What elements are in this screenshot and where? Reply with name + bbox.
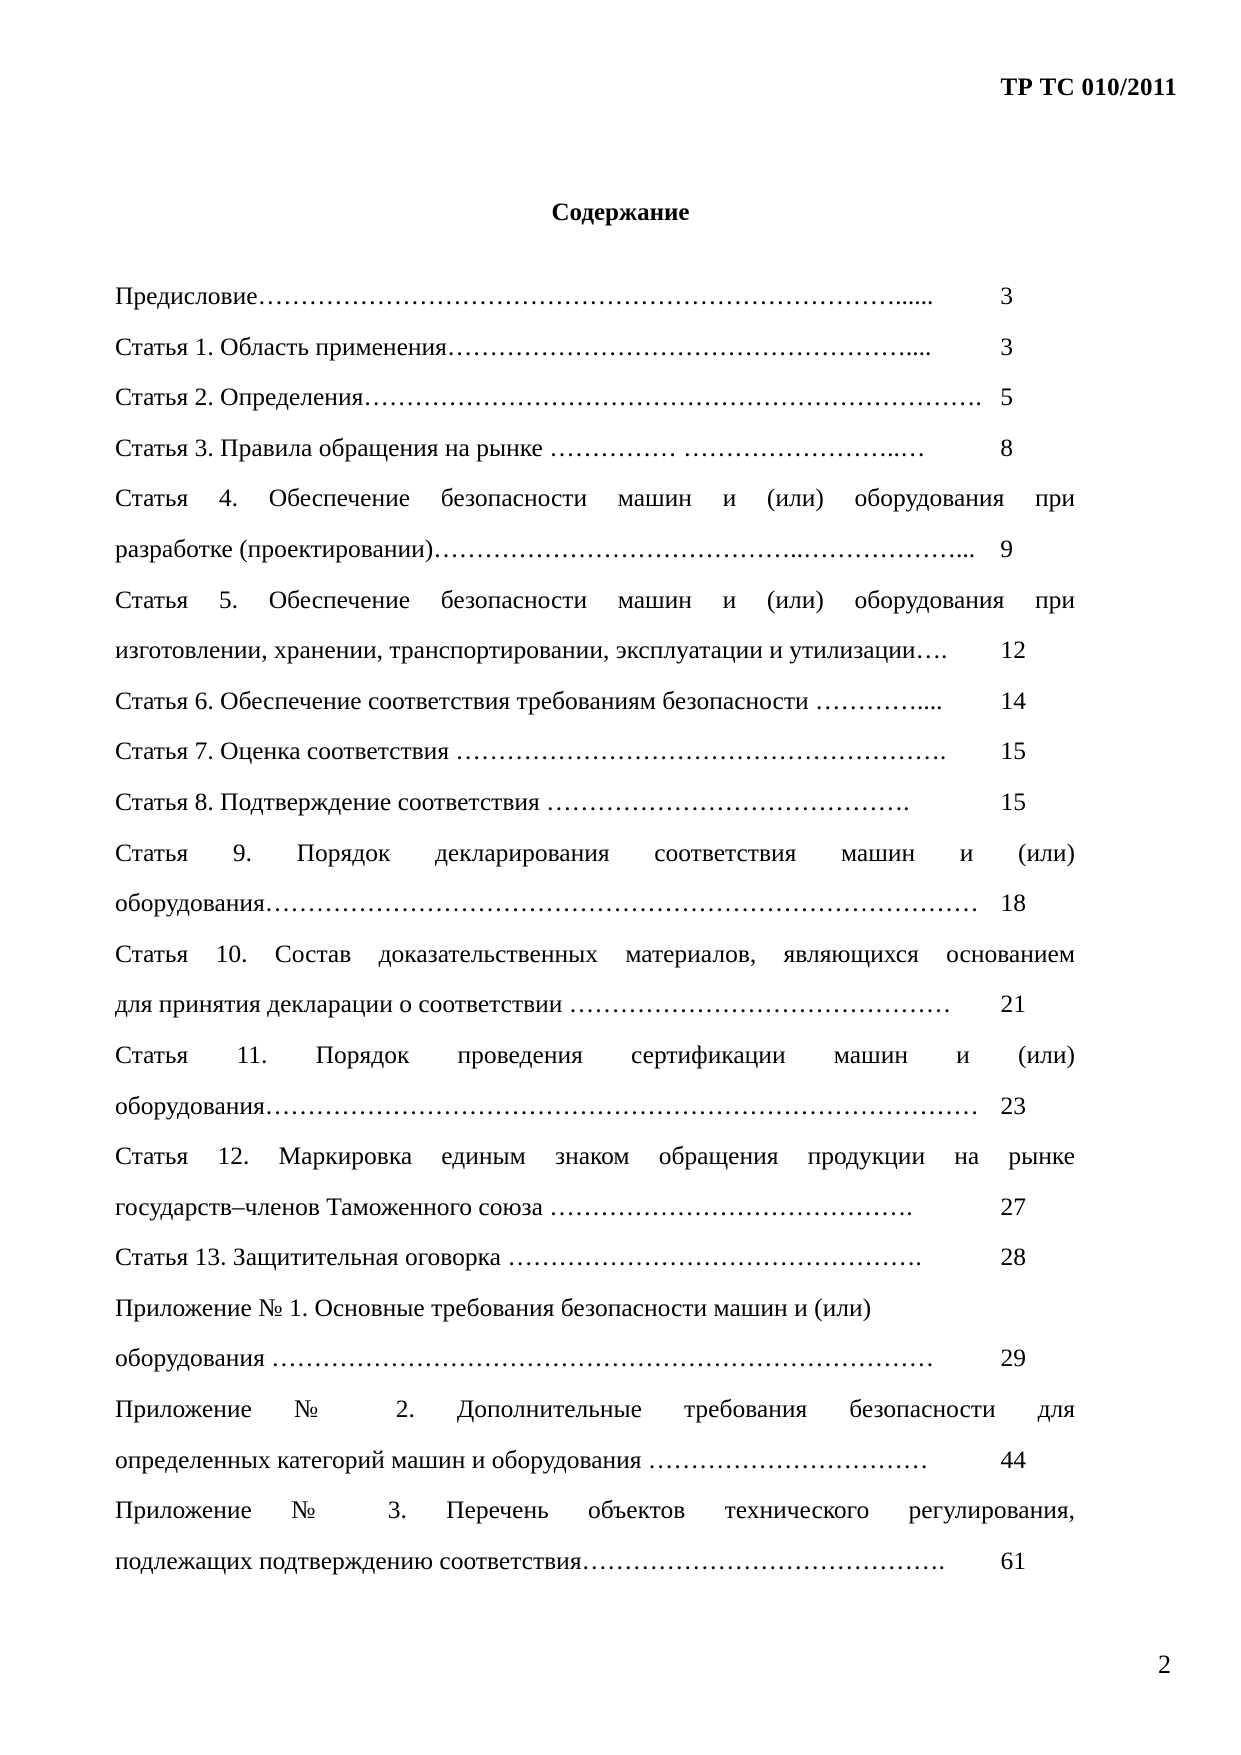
toc-entry-text: Статья 12. Маркировка единым знаком обращения продукции на рынке bbox=[115, 1142, 1075, 1171]
toc-line[interactable] bbox=[115, 1142, 1125, 1193]
toc-line[interactable] bbox=[115, 1294, 1125, 1345]
toc-line[interactable] bbox=[115, 383, 1125, 434]
toc-entry-text: изготовлении, хранении, транспортировании, эксплуатации и утилизации…. bbox=[115, 636, 948, 665]
toc-line[interactable] bbox=[115, 1547, 1125, 1598]
toc-line[interactable] bbox=[115, 636, 1125, 687]
toc-line[interactable] bbox=[115, 484, 1125, 535]
toc-entry-page: 21 bbox=[1000, 989, 1026, 1019]
table-of-contents bbox=[115, 282, 1125, 1597]
toc-entry-text: Статья 7. Оценка соответствия …………………………………………………. bbox=[115, 737, 947, 766]
toc-line[interactable] bbox=[115, 1193, 1125, 1244]
toc-entry-text: оборудования………………………………………………………………………… bbox=[115, 889, 979, 918]
toc-entry-text: Статья 4. Обеспечение безопасности машин и (или) оборудования при bbox=[115, 484, 1075, 513]
toc-entry-text: Статья 6. Обеспечение соответствия требованиям безопасности ………….... bbox=[115, 686, 943, 715]
toc-entry-text: Статья 9. Порядок декларирования соответствия машин и (или) bbox=[115, 838, 1075, 867]
toc-entry-page: 18 bbox=[1000, 888, 1026, 918]
toc-entry-page: 27 bbox=[1000, 1191, 1026, 1221]
toc-line[interactable] bbox=[115, 1395, 1125, 1446]
toc-line[interactable] bbox=[115, 282, 1125, 333]
toc-line[interactable] bbox=[115, 434, 1125, 485]
toc-entry-page: 29 bbox=[1000, 1343, 1026, 1373]
toc-line[interactable] bbox=[115, 737, 1125, 788]
toc-entry-page: 12 bbox=[1000, 635, 1026, 665]
toc-title: Содержание bbox=[551, 199, 690, 226]
toc-entry-text: Статья 3. Правила обращения на рынке …………… ……………………..… bbox=[115, 433, 926, 462]
toc-entry-page: 15 bbox=[1000, 736, 1026, 766]
toc-entry-page: 9 bbox=[1000, 533, 1013, 563]
toc-entry-page: 3 bbox=[1000, 331, 1013, 361]
toc-line[interactable] bbox=[115, 333, 1125, 384]
toc-entry-text: Приложение № 2. Дополнительные требования безопасности для bbox=[115, 1395, 1075, 1424]
toc-entry-text: определенных категорий машин и оборудования …………………………… bbox=[115, 1445, 929, 1474]
toc-line[interactable] bbox=[115, 1344, 1125, 1395]
toc-entry-page: 14 bbox=[1000, 685, 1026, 715]
toc-entry-text: Приложение № 3. Перечень объектов технического регулирования, bbox=[115, 1496, 1075, 1525]
toc-entry-text: подлежащих подтверждению соответствия……………………………………. bbox=[115, 1546, 945, 1575]
toc-entry-page: 28 bbox=[1000, 1242, 1026, 1272]
toc-line[interactable] bbox=[115, 788, 1125, 839]
toc-line[interactable] bbox=[115, 687, 1125, 738]
toc-entry-text: Статья 2. Определения………………………………………………………………. bbox=[115, 383, 982, 412]
toc-entry-text: Приложение № 1. Основные требования безопасности машин и (или) bbox=[115, 1293, 872, 1322]
toc-entry-page: 15 bbox=[1000, 786, 1026, 816]
toc-entry-page: 23 bbox=[1000, 1090, 1026, 1120]
toc-entry-text: Предисловие…………………………………………………………………...... bbox=[115, 282, 934, 310]
toc-entry-text: оборудования………………………………………………………………………… bbox=[115, 1091, 979, 1120]
toc-line[interactable] bbox=[115, 586, 1125, 637]
toc-entry-text: Статья 8. Подтверждение соответствия ……………………………………. bbox=[115, 787, 910, 816]
toc-line[interactable] bbox=[115, 1092, 1125, 1143]
toc-line[interactable] bbox=[115, 839, 1125, 890]
toc-line[interactable] bbox=[115, 940, 1125, 991]
toc-entry-page: 8 bbox=[1000, 432, 1013, 462]
document-code: ТР ТС 010/2011 bbox=[1000, 74, 1177, 101]
toc-entry-text: Статья 5. Обеспечение безопасности машин и (или) оборудования при bbox=[115, 585, 1075, 614]
toc-entry-text: оборудования …………………………………………………………………… bbox=[115, 1344, 935, 1373]
toc-entry-page: 3 bbox=[1000, 281, 1013, 310]
toc-line[interactable] bbox=[115, 1243, 1125, 1294]
toc-entry-page: 5 bbox=[1000, 382, 1013, 412]
page-number: 2 bbox=[1158, 1650, 1171, 1679]
toc-line[interactable] bbox=[115, 1496, 1125, 1547]
toc-entry-text: для принятия декларации о соответствии ……………………………………… bbox=[115, 990, 952, 1019]
toc-entry-page: 61 bbox=[1000, 1545, 1026, 1575]
toc-entry-page: 44 bbox=[1000, 1444, 1026, 1474]
toc-entry-text: Статья 13. Защитительная оговорка …………………………………………. bbox=[115, 1243, 922, 1272]
toc-line[interactable] bbox=[115, 889, 1125, 940]
toc-entry-text: Статья 1. Область применения……………………………………………….... bbox=[115, 332, 932, 361]
toc-entry-text: разработке (проектировании)……………………………………..………………... bbox=[115, 534, 976, 563]
toc-line[interactable] bbox=[115, 535, 1125, 586]
toc-line[interactable] bbox=[115, 1446, 1125, 1497]
toc-entry-text: Статья 11. Порядок проведения сертификации машин и (или) bbox=[115, 1040, 1075, 1069]
toc-entry-text: Статья 10. Состав доказательственных материалов, являющихся основанием bbox=[115, 939, 1075, 968]
toc-entry-text: государств–членов Таможенного союза ……………………………………. bbox=[115, 1192, 913, 1221]
toc-line[interactable] bbox=[115, 990, 1125, 1041]
toc-line[interactable] bbox=[115, 1041, 1125, 1092]
